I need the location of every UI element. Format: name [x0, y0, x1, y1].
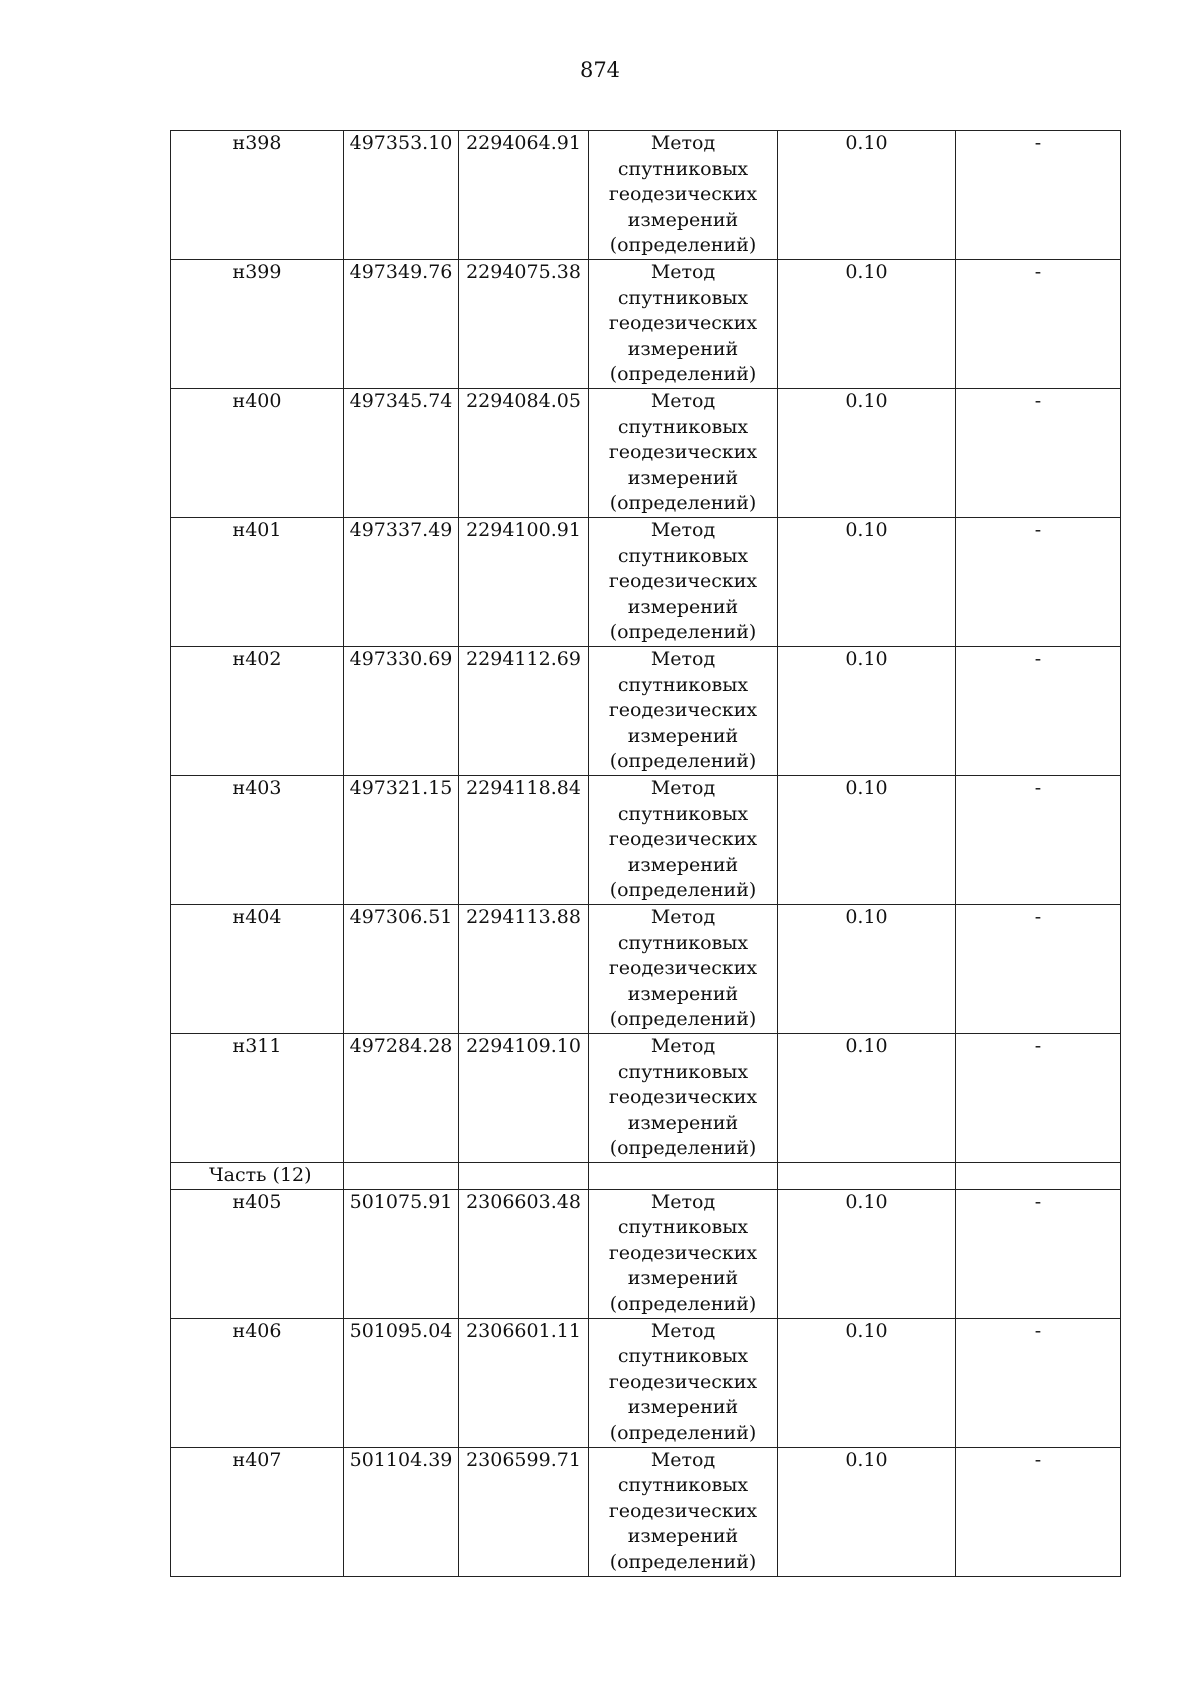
method-line: измерений: [627, 1396, 739, 1419]
note-cell: -: [956, 905, 1121, 1034]
method-cell: [589, 776, 778, 905]
y-coordinate-cell: 2294084.05: [459, 389, 589, 518]
table-row: [171, 389, 1121, 518]
method-line: спутниковых: [617, 931, 749, 954]
table-row: [171, 1318, 1121, 1447]
method-line: измерений: [627, 724, 739, 747]
note-cell: -: [956, 260, 1121, 389]
method-line: геодезических: [608, 312, 758, 335]
x-coordinate-cell: 497321.15: [344, 776, 459, 905]
method-line: геодезических: [608, 1370, 758, 1393]
y-coordinate-cell: 2306603.48: [459, 1189, 589, 1318]
x-coordinate-cell: 497330.69: [344, 647, 459, 776]
y-coordinate-cell: 2294112.69: [459, 647, 589, 776]
method-line: спутниковых: [617, 802, 749, 825]
part-header-row: [171, 1163, 1121, 1190]
y-coordinate-cell: 2306599.71: [459, 1447, 589, 1576]
method-line: Метод: [650, 1190, 716, 1213]
point-name-cell: н401: [171, 518, 344, 647]
empty-cell: [459, 1163, 589, 1190]
method-line: (определений): [609, 750, 757, 773]
method-line: измерений: [627, 853, 739, 876]
note-cell: -: [956, 776, 1121, 905]
method-line: Метод: [650, 1319, 716, 1342]
note-cell: -: [956, 1447, 1121, 1576]
coordinates-table-body: [171, 131, 1121, 1577]
method-line: измерений: [627, 595, 739, 618]
method-line: геодезических: [608, 957, 758, 980]
point-name-cell: н398: [171, 131, 344, 260]
x-coordinate-cell: 497284.28: [344, 1034, 459, 1163]
method-line: геодезических: [608, 441, 758, 464]
y-coordinate-cell: 2294075.38: [459, 260, 589, 389]
table-row: [171, 1034, 1121, 1163]
method-line: геодезических: [608, 1241, 758, 1264]
x-coordinate-cell: 497306.51: [344, 905, 459, 1034]
y-coordinate-cell: 2294064.91: [459, 131, 589, 260]
method-cell: [589, 1318, 778, 1447]
method-line: (определений): [609, 621, 757, 644]
accuracy-cell: 0.10: [778, 260, 956, 389]
y-coordinate-cell: 2306601.11: [459, 1318, 589, 1447]
table-row: [171, 1447, 1121, 1576]
accuracy-cell: 0.10: [778, 518, 956, 647]
y-coordinate-cell: 2294100.91: [459, 518, 589, 647]
method-line: Метод: [650, 1448, 716, 1471]
note-cell: -: [956, 389, 1121, 518]
method-line: спутниковых: [617, 1345, 749, 1368]
method-line: Метод: [650, 906, 716, 928]
method-line: (определений): [609, 879, 757, 902]
x-coordinate-cell: 497345.74: [344, 389, 459, 518]
point-name-cell: н402: [171, 647, 344, 776]
accuracy-cell: 0.10: [778, 1318, 956, 1447]
method-cell: [589, 389, 778, 518]
point-name-cell: н405: [171, 1189, 344, 1318]
note-cell: -: [956, 1034, 1121, 1163]
empty-cell: [589, 1163, 778, 1190]
method-line: спутниковых: [617, 415, 749, 438]
method-line: (определений): [609, 1421, 757, 1444]
method-line: Метод: [650, 1035, 716, 1057]
method-line: (определений): [609, 1008, 757, 1031]
method-line: Метод: [650, 777, 716, 799]
method-cell: [589, 131, 778, 260]
point-name-cell: н400: [171, 389, 344, 518]
point-name-cell: н399: [171, 260, 344, 389]
method-line: спутниковых: [617, 1060, 749, 1083]
note-cell: -: [956, 647, 1121, 776]
accuracy-cell: 0.10: [778, 1447, 956, 1576]
method-line: Метод: [650, 648, 716, 670]
method-line: Метод: [650, 261, 716, 283]
y-coordinate-cell: 2294109.10: [459, 1034, 589, 1163]
method-cell: [589, 518, 778, 647]
table-row: [171, 1189, 1121, 1318]
method-line: спутниковых: [617, 673, 749, 696]
method-line: геодезических: [608, 1086, 758, 1109]
method-line: измерений: [627, 466, 739, 489]
note-cell: -: [956, 1189, 1121, 1318]
page-number: 874: [579, 58, 621, 82]
accuracy-cell: 0.10: [778, 905, 956, 1034]
x-coordinate-cell: 501075.91: [344, 1189, 459, 1318]
method-line: измерений: [627, 982, 739, 1005]
table-row: [171, 131, 1121, 260]
table-row: [171, 776, 1121, 905]
method-line: спутниковых: [617, 157, 749, 180]
method-line: (определений): [609, 1292, 757, 1315]
point-name-cell: н403: [171, 776, 344, 905]
accuracy-cell: 0.10: [778, 389, 956, 518]
method-cell: [589, 1447, 778, 1576]
method-line: геодезических: [608, 183, 758, 206]
method-line: Метод: [650, 390, 716, 412]
method-line: спутниковых: [617, 1216, 749, 1239]
method-line: измерений: [627, 1525, 739, 1548]
part-label: Часть (12): [171, 1163, 344, 1190]
method-line: (определений): [609, 492, 757, 515]
x-coordinate-cell: 497353.10: [344, 131, 459, 260]
note-cell: -: [956, 131, 1121, 260]
empty-cell: [778, 1163, 956, 1190]
note-cell: -: [956, 1318, 1121, 1447]
note-cell: -: [956, 518, 1121, 647]
method-line: геодезических: [608, 570, 758, 593]
point-name-cell: н311: [171, 1034, 344, 1163]
method-line: измерений: [627, 1267, 739, 1290]
point-name-cell: н407: [171, 1447, 344, 1576]
method-line: (определений): [609, 363, 757, 386]
method-line: геодезических: [608, 1499, 758, 1522]
method-cell: [589, 1189, 778, 1318]
method-line: спутниковых: [617, 286, 749, 309]
table-row: [171, 905, 1121, 1034]
accuracy-cell: 0.10: [778, 131, 956, 260]
x-coordinate-cell: 501104.39: [344, 1447, 459, 1576]
method-line: геодезических: [608, 699, 758, 722]
point-name-cell: н404: [171, 905, 344, 1034]
method-cell: [589, 647, 778, 776]
coordinates-table: [170, 130, 1121, 1577]
method-line: Метод: [650, 132, 716, 154]
point-name-cell: н406: [171, 1318, 344, 1447]
method-line: измерений: [627, 1111, 739, 1134]
accuracy-cell: 0.10: [778, 776, 956, 905]
x-coordinate-cell: 497337.49: [344, 518, 459, 647]
x-coordinate-cell: 497349.76: [344, 260, 459, 389]
table-row: [171, 518, 1121, 647]
method-cell: [589, 1034, 778, 1163]
table-row: [171, 260, 1121, 389]
empty-cell: [956, 1163, 1121, 1190]
method-line: (определений): [609, 234, 757, 257]
y-coordinate-cell: 2294113.88: [459, 905, 589, 1034]
table-row: [171, 647, 1121, 776]
x-coordinate-cell: 501095.04: [344, 1318, 459, 1447]
method-line: спутниковых: [617, 544, 749, 567]
empty-cell: [344, 1163, 459, 1190]
method-line: (определений): [609, 1137, 757, 1160]
accuracy-cell: 0.10: [778, 1034, 956, 1163]
accuracy-cell: 0.10: [778, 647, 956, 776]
y-coordinate-cell: 2294118.84: [459, 776, 589, 905]
method-cell: [589, 905, 778, 1034]
method-line: измерений: [627, 208, 739, 231]
method-line: спутниковых: [617, 1474, 749, 1497]
accuracy-cell: 0.10: [778, 1189, 956, 1318]
method-line: геодезических: [608, 828, 758, 851]
method-line: измерений: [627, 337, 739, 360]
method-line: (определений): [609, 1550, 757, 1573]
method-line: Метод: [650, 519, 716, 541]
method-cell: [589, 260, 778, 389]
